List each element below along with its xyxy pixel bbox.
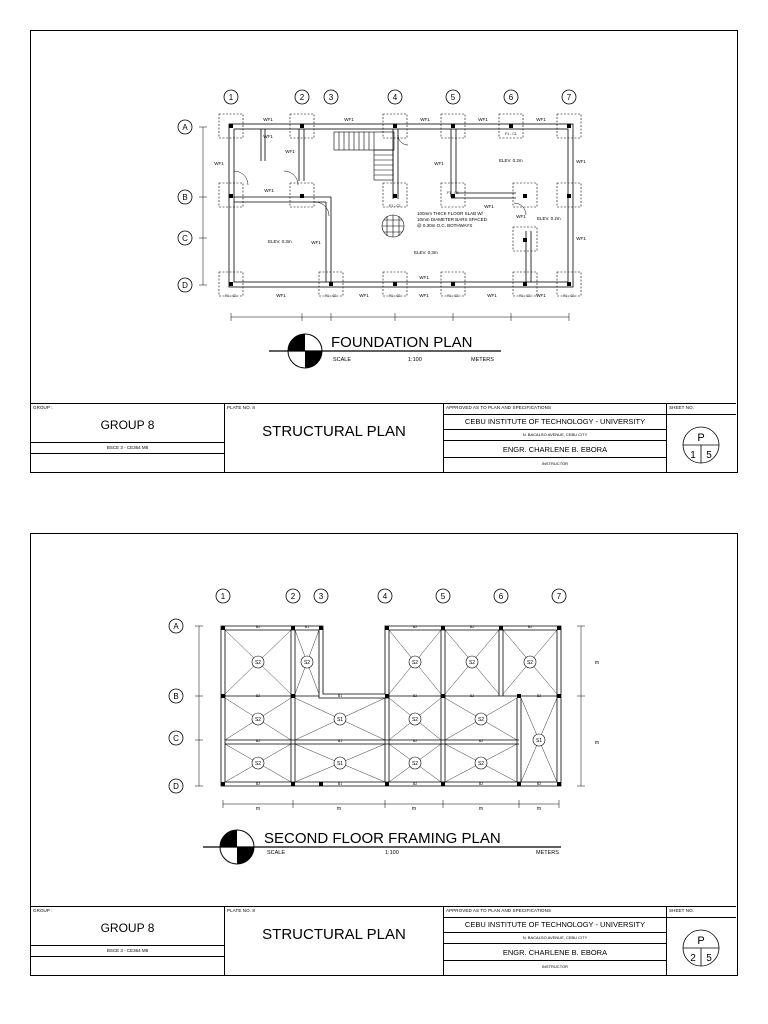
svg-text:F1 - C1: F1 - C1: [447, 294, 459, 298]
sheet-letter: P: [697, 935, 705, 947]
plate-name: STRUCTURAL PLAN: [262, 926, 406, 943]
grid-col-7: 7: [556, 592, 562, 601]
grid-col-6: 6: [498, 592, 504, 601]
svg-text:S2: S2: [254, 761, 262, 767]
grid-row-B: B: [182, 193, 188, 202]
foundation-title: FOUNDATION PLAN: [331, 334, 473, 351]
foundation-plan-drawing: [31, 31, 739, 403]
svg-text:B1: B1: [304, 625, 310, 629]
svg-text:S2: S2: [254, 660, 262, 666]
title-block: [31, 403, 736, 473]
approved-label: APPROVED AS TO PLAN AND SPECIFICATIONS: [446, 908, 552, 913]
instructor-label: INSTRUCTOR: [541, 964, 569, 969]
school-address: N. BACALSO AVENUE, CEBU CITY: [522, 432, 588, 437]
svg-text:B2: B2: [478, 739, 484, 743]
svg-text:B2: B2: [412, 739, 418, 743]
svg-text:B2: B2: [478, 782, 484, 786]
framing-title: SECOND FLOOR FRAMING PLAN: [264, 830, 501, 847]
svg-text:B1: B1: [337, 782, 343, 786]
svg-text:S1: S1: [336, 717, 344, 723]
svg-text:B1: B1: [337, 739, 343, 743]
grid-col-4: 4: [392, 93, 398, 102]
grid-col-5: 5: [440, 592, 446, 601]
svg-text:F1 - C1: F1 - C1: [325, 294, 337, 298]
svg-text:WF1: WF1: [434, 161, 444, 166]
group-label: GROUP :: [33, 908, 53, 913]
svg-text:WF1: WF1: [419, 293, 429, 298]
grid-col-3: 3: [318, 592, 324, 601]
svg-text:WF1: WF1: [478, 117, 488, 122]
svg-text:WF1: WF1: [576, 159, 586, 164]
grid-col-1: 1: [228, 93, 234, 102]
grid-row-C: C: [182, 234, 188, 243]
row-bubble-labels: [182, 123, 188, 290]
svg-text:WF1: WF1: [484, 204, 494, 209]
framing-scale: 1:100: [385, 850, 399, 856]
grid-col-5: 5: [450, 93, 456, 102]
sheet-number: 1: [690, 450, 696, 461]
columns: [221, 626, 561, 786]
svg-text:F1 - C1: F1 - C1: [447, 191, 459, 195]
approved-label: APPROVED AS TO PLAN AND SPECIFICATIONS: [446, 405, 552, 410]
svg-text:WF1: WF1: [419, 275, 429, 280]
sheet-number-bubble: [667, 917, 736, 976]
svg-text:WF1: WF1: [516, 214, 526, 219]
slab-marks: [252, 656, 545, 769]
svg-text:WF1: WF1: [263, 134, 273, 139]
svg-text:m: m: [336, 806, 342, 812]
framing-plan-drawing: [31, 534, 739, 906]
column-bubbles: [216, 589, 566, 603]
svg-text:WF1: WF1: [576, 236, 586, 241]
grid-col-3: 3: [328, 93, 334, 102]
elev-label-3: ELEV. 0.2m: [499, 158, 523, 163]
grid-col-6: 6: [508, 93, 514, 102]
svg-text:m: m: [594, 660, 600, 666]
svg-text:B2: B2: [536, 694, 542, 698]
sheet-number: 2: [690, 953, 696, 964]
sheet-framing: [30, 533, 738, 976]
svg-text:B2: B2: [412, 782, 418, 786]
svg-text:WF1: WF1: [214, 161, 224, 166]
column-bubbles: [224, 90, 576, 104]
grid-row-A: A: [182, 123, 188, 132]
elev-label-4: ELEV. 0.2m: [537, 216, 561, 221]
school-name: CEBU INSTITUTE OF TECHNOLOGY - UNIVERSITY: [464, 417, 646, 426]
svg-text:m: m: [255, 806, 261, 812]
group-name: GROUP 8: [100, 418, 155, 432]
svg-text:m: m: [411, 806, 417, 812]
sheet-letter: P: [697, 432, 705, 444]
title-block: [31, 906, 736, 976]
dimension-lines: [199, 127, 569, 321]
svg-text:WF1: WF1: [263, 117, 273, 122]
svg-text:B2: B2: [536, 782, 542, 786]
svg-text:B2: B2: [255, 694, 261, 698]
school-name: CEBU INSTITUTE OF TECHNOLOGY - UNIVERSITY: [464, 920, 646, 929]
plate-name: STRUCTURAL PLAN: [262, 423, 406, 440]
svg-text:S2: S2: [411, 717, 419, 723]
sheet-label: SHEET NO.: [669, 908, 695, 913]
svg-text:WF1: WF1: [420, 117, 430, 122]
svg-text:100mm THICK FLOOR SLAB W/: 100mm THICK FLOOR SLAB W/: [417, 211, 483, 216]
grid-col-2: 2: [299, 93, 305, 102]
column-bubble-labels: [229, 93, 572, 102]
svg-text:@ 0.30m O.C. BOTHWAYS: @ 0.30m O.C. BOTHWAYS: [417, 223, 473, 228]
svg-text:S2: S2: [303, 660, 311, 666]
svg-text:B1: B1: [337, 694, 343, 698]
plate-label: PLATE NO. 8: [227, 908, 256, 913]
svg-text:S2: S2: [468, 660, 476, 666]
grid-col-1: 1: [220, 592, 226, 601]
floor-drain: [382, 215, 404, 237]
grid-col-2: 2: [290, 592, 296, 601]
svg-text:S1: S1: [336, 761, 344, 767]
svg-text:F1 - C1: F1 - C1: [389, 294, 401, 298]
svg-text:WF1: WF1: [487, 293, 497, 298]
svg-text:S1: S1: [535, 738, 543, 744]
row-bubbles: [169, 619, 183, 793]
elev-label-2: ELEV. 0.3m: [414, 250, 438, 255]
row-bubble-labels: [173, 622, 179, 791]
svg-text:WF1: WF1: [359, 293, 369, 298]
svg-text:B2: B2: [412, 694, 418, 698]
svg-text:10mm DIAMETER BARS SPACED: 10mm DIAMETER BARS SPACED: [417, 217, 487, 222]
svg-text:B2: B2: [255, 782, 261, 786]
svg-text:WF1: WF1: [344, 117, 354, 122]
svg-text:m: m: [536, 806, 542, 812]
foundation-units: METERS: [471, 357, 494, 363]
svg-text:WF1: WF1: [264, 188, 274, 193]
grid-col-7: 7: [566, 93, 572, 102]
engineer-name: ENGR. CHARLENE B. EBORA: [502, 948, 608, 957]
sheet-label: SHEET NO.: [669, 405, 695, 410]
svg-text:S2: S2: [477, 717, 485, 723]
sheet-total: 5: [706, 450, 712, 461]
group-subtitle: BSCE 3 - CE364 M8: [106, 445, 149, 450]
foundation-scale: 1:100: [408, 357, 422, 363]
group-name: GROUP 8: [100, 921, 155, 935]
instructor-label: INSTRUCTOR: [541, 461, 569, 466]
framing-units: METERS: [536, 850, 559, 856]
svg-text:S2: S2: [411, 761, 419, 767]
door-swings: [234, 135, 526, 216]
grid-row-A: A: [173, 622, 179, 631]
foundation-scale-label: SCALE: [333, 357, 352, 363]
svg-text:B2: B2: [255, 625, 261, 629]
svg-text:m: m: [594, 740, 600, 746]
slab-note: [417, 211, 488, 228]
grid-row-C: C: [173, 734, 179, 743]
row-bubbles: [178, 120, 192, 292]
grid-row-D: D: [173, 782, 179, 791]
stairs: [334, 132, 394, 180]
grid-col-4: 4: [382, 592, 388, 601]
grid-row-B: B: [173, 692, 179, 701]
svg-text:B2: B2: [469, 625, 475, 629]
svg-text:F1 - C1: F1 - C1: [225, 294, 237, 298]
svg-text:B2: B2: [469, 694, 475, 698]
grid-row-D: D: [182, 281, 188, 290]
svg-text:S2: S2: [254, 717, 262, 723]
svg-text:B2: B2: [255, 739, 261, 743]
svg-text:S2: S2: [526, 660, 534, 666]
school-address: N. BACALSO AVENUE, CEBU CITY: [522, 935, 588, 940]
svg-text:B2: B2: [527, 625, 533, 629]
svg-text:F1 - C1: F1 - C1: [505, 132, 517, 136]
svg-text:WF1: WF1: [285, 149, 295, 154]
sheet-total: 5: [706, 953, 712, 964]
svg-text:WF1: WF1: [536, 117, 546, 122]
group-label: GROUP :: [33, 405, 53, 410]
svg-text:F1 - C1: F1 - C1: [563, 294, 575, 298]
group-subtitle: BSCE 3 - CE364 M8: [106, 948, 149, 953]
sheet-number-bubble: [667, 414, 736, 473]
slab-diagonals: [225, 630, 557, 782]
svg-text:WF1: WF1: [536, 293, 546, 298]
elev-label-1: ELEV. 0.3m: [268, 239, 292, 244]
svg-text:WF1: WF1: [276, 293, 286, 298]
sheet-foundation: [30, 30, 738, 473]
framing-scale-label: SCALE: [267, 850, 286, 856]
beams: [221, 626, 561, 786]
svg-text:F1 - C1: F1 - C1: [389, 204, 401, 208]
svg-text:WF1: WF1: [311, 240, 321, 245]
engineer-name: ENGR. CHARLENE B. EBORA: [502, 445, 608, 454]
svg-text:S2: S2: [477, 761, 485, 767]
svg-text:S2: S2: [411, 660, 419, 666]
svg-text:m: m: [478, 806, 484, 812]
plate-label: PLATE NO. 8: [227, 405, 256, 410]
svg-text:F1 - C1: F1 - C1: [519, 294, 531, 298]
svg-text:B2: B2: [412, 625, 418, 629]
